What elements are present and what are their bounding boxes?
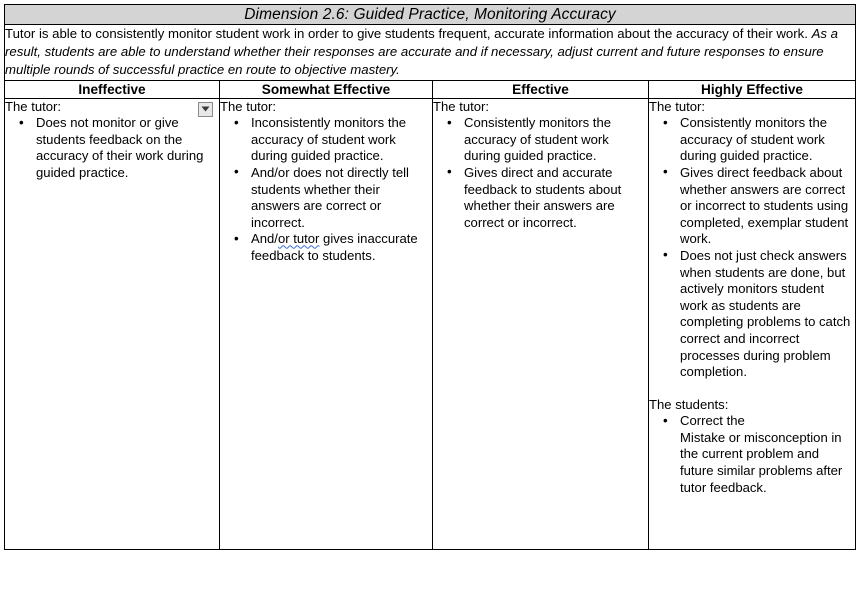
column-header-somewhat-effective: Somewhat Effective: [220, 80, 433, 98]
description-italic-text: As a result, students are able to understand whether their responses are accurate and if necessary, adjust current and future responses to ensure multiple rounds of successful practice en route to objective mastery.: [5, 26, 838, 78]
list-item: • And/or does not directly tell students whether their answers are correct or incorrect.: [220, 165, 432, 231]
list-item-line-2: Mistake or misconception in the current problem and future similar problems after tutor feedback.: [680, 429, 843, 495]
list-item-line-1: Correct the: [680, 413, 745, 429]
column-header-ineffective: Ineffective: [5, 80, 220, 98]
list-item: • Consistently monitors the accuracy of student work during guided practice.: [649, 115, 855, 165]
cell-second-bullet-list: [649, 413, 855, 496]
cell-bullet-list: [220, 115, 432, 264]
cell-bullet-list: [5, 115, 219, 181]
description-plain-text: Tutor is able to consistently monitor student work in order to give students frequent, accurate information about the accuracy of their work.: [5, 26, 812, 41]
cell-effective: [433, 98, 649, 549]
list-item: • Inconsistently monitors the accuracy of student work during guided practice.: [220, 115, 432, 165]
spellcheck-suffix: gives inaccurate feedback to students.: [251, 231, 418, 263]
list-item: • Consistently monitors the accuracy of student work during guided practice.: [433, 115, 648, 165]
list-item: • Gives direct feedback about whether answers are correct or incorrect to students using completed, exemplar student work.: [649, 165, 855, 248]
spellcheck-prefix: And/: [251, 231, 278, 247]
rubric-body-row: [5, 98, 856, 549]
rubric-table: [4, 4, 856, 550]
cell-highly-effective: [649, 98, 856, 549]
spellcheck-misspelled-word[interactable]: or tutor: [277, 231, 320, 247]
rubric-description-row: [5, 25, 856, 81]
column-header-effective: Effective: [433, 80, 649, 98]
cell-lead-label: The tutor:: [5, 98, 62, 114]
list-item: • Gives direct and accurate feedback to students about whether their answers are correct or incorrect.: [433, 165, 648, 231]
cell-lead-label: The tutor:: [649, 98, 706, 114]
cell-second-lead-label: The students:: [649, 396, 729, 412]
rubric-title-row: [5, 5, 856, 25]
cell-ineffective: [5, 98, 220, 549]
cell-bullet-list: [433, 115, 648, 231]
cell-lead-label: The tutor:: [433, 98, 490, 114]
list-item: [649, 413, 855, 496]
column-header-highly-effective: Highly Effective: [649, 80, 856, 98]
dimension-description: [5, 25, 856, 81]
cell-bullet-list: [649, 115, 855, 381]
rubric-column-header-row: [5, 80, 856, 98]
cell-somewhat-effective: [220, 98, 433, 549]
list-item: • Does not monitor or give students feedback on the accuracy of their work during guided practice.: [5, 115, 219, 181]
list-item: • Does not just check answers when students are done, but actively monitors student work as students are completing problems to catch correct and incorrect processes during problem completion.: [649, 248, 855, 381]
dimension-title: Dimension 2.6: Guided Practice, Monitoring Accuracy: [5, 5, 856, 25]
list-item-with-spellcheck: [220, 231, 432, 264]
cell-lead-label: The tutor:: [220, 98, 277, 114]
